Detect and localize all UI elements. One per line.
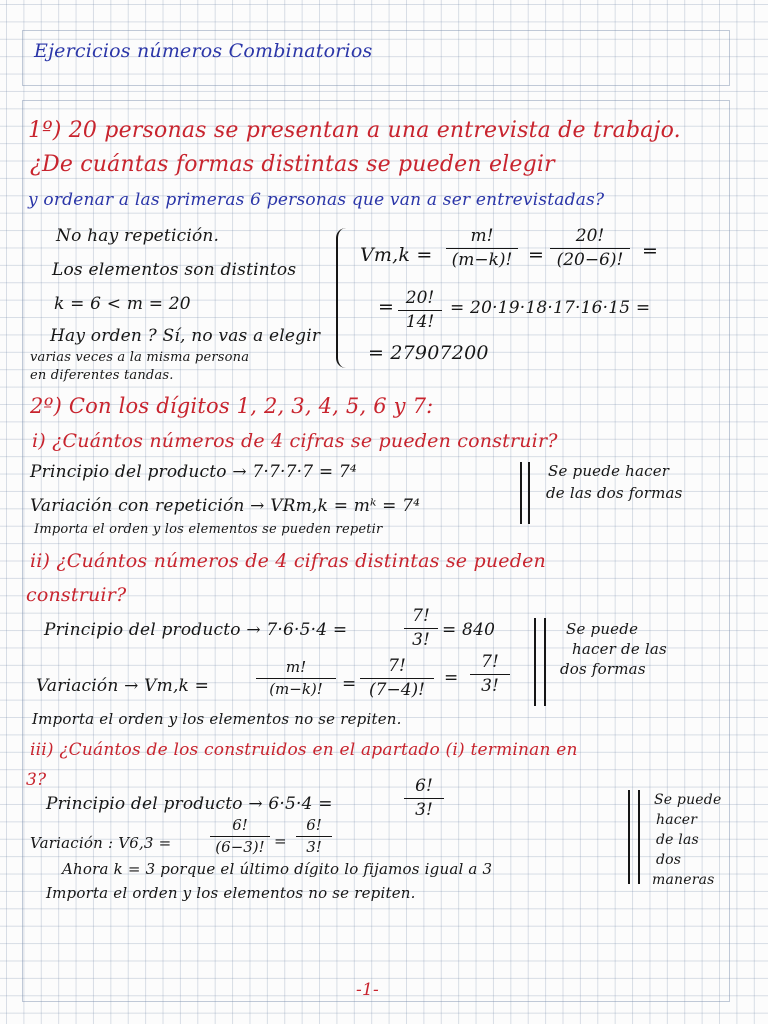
ex1-result: = 27907200 (368, 342, 489, 364)
ex2-i-question: i) ¿Cuántos números de 4 cifras se pueden construir? (32, 430, 558, 452)
ex2-iii-side-note-2: hacer (656, 812, 698, 828)
fraction-denominator: (6−3)! (215, 838, 265, 856)
ex2-iii-side-note-1: Se puede (654, 792, 722, 808)
ex2-iii-equals: = (274, 832, 287, 850)
ex2-iii-fraction-6-over-6-3 (210, 818, 270, 855)
page-number: -1- (356, 980, 379, 1000)
ex2-ii-side-note-2: hacer de las (572, 640, 667, 658)
ex2-ii-variation: Variación → Vm,k = (36, 676, 210, 696)
ex2-ii-fraction-7-over-3-b (470, 654, 510, 695)
fraction-numerator: 6! (306, 816, 322, 834)
ex2-iii-side-note-4: dos (656, 852, 682, 868)
fraction-numerator: 6! (415, 776, 433, 796)
ex2-i-side-note-1: Se puede hacer (548, 462, 670, 480)
ex1-note-order: Hay orden ? Sí, no vas a elegir (50, 326, 321, 346)
ex1-equals-1: = (528, 244, 545, 266)
fraction-numerator: m! (470, 226, 494, 246)
fraction-denominator: 14! (405, 312, 435, 332)
ex1-statement-line1: 1º) 20 personas se presentan a una entrevista de trabajo. (28, 118, 681, 143)
ex2-iii-fraction-6-over-3-b (296, 818, 332, 855)
ex1-note-k-m: k = 6 < m = 20 (54, 294, 191, 314)
fraction-numerator: 7! (481, 652, 499, 672)
ex2-i-divider-left (520, 462, 522, 524)
page-title: Ejercicios números Combinatorios (34, 40, 373, 62)
ex1-note-no-repetition: No hay repetición. (56, 226, 220, 246)
ex1-fraction-20-over-20-6 (550, 228, 630, 269)
ex2-iii-question-line1: iii) ¿Cuántos de los construidos en el apartado (i) terminan en (30, 740, 578, 760)
fraction-denominator: 3! (306, 838, 322, 856)
ex2-ii-reason: Importa el orden y los elementos no se repiten. (32, 710, 402, 728)
ex2-ii-fraction-m-over-mk (256, 660, 336, 697)
fraction-denominator: 3! (481, 676, 499, 696)
ex2-ii-product-rule: Principio del producto → 7·6·5·4 = (44, 620, 348, 640)
ex2-ii-side-note-3: dos formas (560, 660, 646, 678)
ex2-iii-fraction-6-over-3 (404, 778, 444, 819)
ex2-iii-product-rule: Principio del producto → 6·5·4 = (46, 794, 333, 814)
ex1-brace (336, 228, 352, 368)
fraction-numerator: 6! (232, 816, 248, 834)
ex2-iii-divider-right (638, 790, 640, 884)
ex2-iii-side-note-3: de las (656, 832, 699, 848)
ex2-heading: 2º) Con los dígitos 1, 2, 3, 4, 5, 6 y 7: (30, 394, 434, 418)
ex2-ii-question-line2: construir? (26, 584, 127, 606)
ex1-statement-line3: y ordenar a las primeras 6 personas que van a ser entrevistadas? (28, 190, 605, 210)
ex2-ii-equals-2: = (444, 668, 459, 688)
fraction-numerator: 7! (412, 606, 430, 626)
fraction-denominator: 3! (415, 800, 433, 820)
ex2-iii-variation: Variación : V6,3 = (30, 834, 172, 852)
ex1-note-order-2: varias veces a la misma persona (30, 350, 250, 365)
ex1-fraction-m-over-mk (446, 228, 518, 269)
ex2-ii-divider-right (544, 618, 546, 706)
ex2-ii-product-result: = 840 (442, 620, 496, 640)
fraction-denominator: (7−4)! (369, 680, 425, 700)
ex2-iii-question-line2: 3? (26, 770, 47, 790)
ex1-product: = 20·19·18·17·16·15 = (450, 298, 651, 318)
ex1-note-distinct: Los elementos son distintos (52, 260, 297, 280)
ex2-i-side-note-2: de las dos formas (546, 484, 683, 502)
ex2-ii-divider-left (534, 618, 536, 706)
ex2-i-reason: Importa el orden y los elementos se pueden repetir (34, 522, 383, 537)
ex2-ii-side-note-1: Se puede (566, 620, 639, 638)
fraction-numerator: 20! (575, 226, 605, 246)
fraction-numerator: 7! (388, 656, 406, 676)
ex2-ii-question-line1: ii) ¿Cuántos números de 4 cifras distintas se pueden (30, 550, 546, 572)
ex2-ii-fraction-7-over-3 (404, 608, 438, 649)
fraction-numerator: m! (285, 658, 307, 676)
ex1-statement-line2: ¿De cuántas formas distintas se pueden elegir (30, 152, 555, 177)
ex1-fraction-20-over-14 (398, 290, 442, 331)
fraction-denominator: (m−k)! (451, 250, 513, 270)
fraction-denominator: 3! (412, 630, 430, 650)
fraction-numerator: 20! (405, 288, 435, 308)
fraction-denominator: (20−6)! (556, 250, 624, 270)
fraction-denominator: (m−k)! (269, 680, 323, 698)
ex2-iii-reason-1: Ahora k = 3 porque el último dígito lo fijamos igual a 3 (62, 860, 493, 878)
ex2-i-product-rule: Principio del producto → 7·7·7·7 = 7⁴ (30, 462, 357, 482)
ex2-i-divider-right (528, 462, 530, 524)
ex2-iii-divider-left (628, 790, 630, 884)
ex1-formula-lhs: Vm,k = (360, 244, 433, 266)
ex2-ii-fraction-7-over-7-4 (360, 658, 434, 699)
ex2-iii-reason-2: Importa el orden y los elementos no se repiten. (46, 884, 416, 902)
ex1-note-order-3: en diferentes tandas. (30, 368, 174, 383)
ex2-ii-equals-1: = (342, 674, 357, 694)
ex2-i-variation: Variación con repetición → VRm,k = mᵏ = 7⁴ (30, 496, 421, 516)
ex1-equals-2: = (642, 240, 659, 262)
ex1-equals-3: = (378, 296, 395, 318)
ex2-iii-side-note-5: maneras (652, 872, 715, 888)
